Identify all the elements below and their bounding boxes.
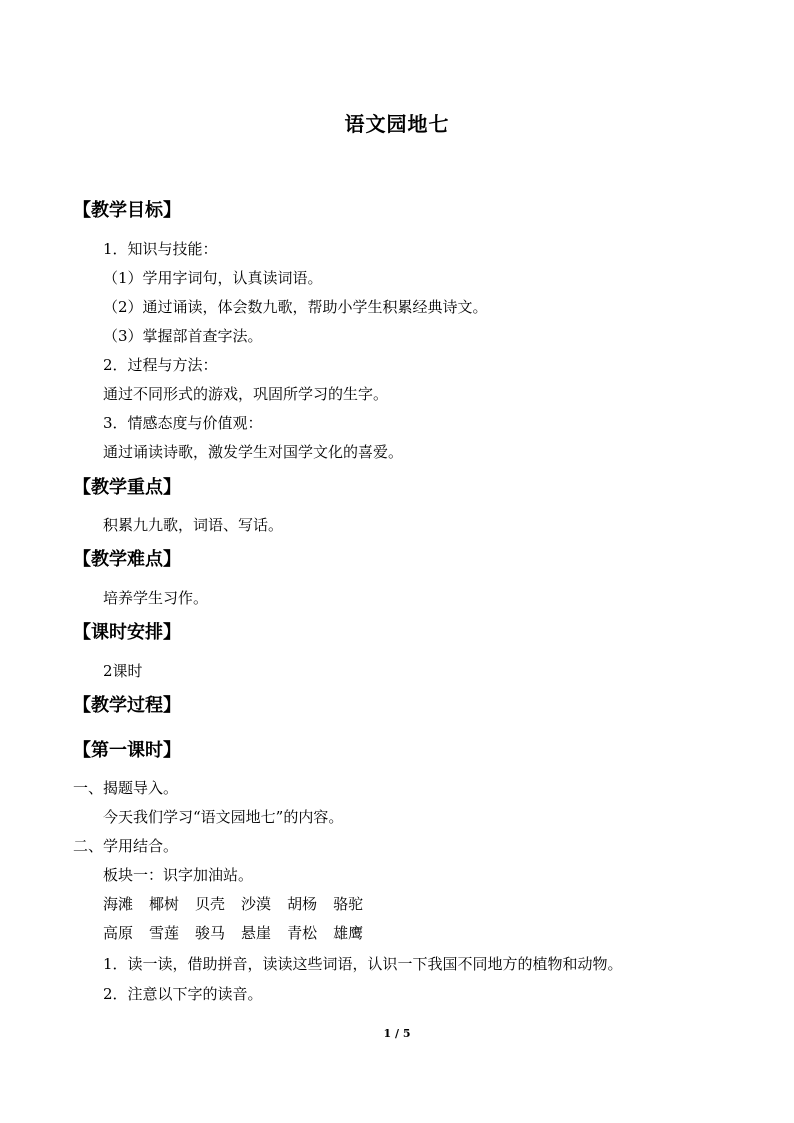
page-title: 语文园地七 bbox=[344, 112, 450, 136]
word-item: 沙漠 bbox=[241, 895, 272, 913]
goal-line: 3．情感态度与价值观： bbox=[103, 414, 263, 432]
key-points-text: 积累九九歌，词语、写话。 bbox=[103, 516, 284, 534]
goal-line: （1）学用字词句，认真读词语。 bbox=[103, 269, 323, 287]
goal-line: 1．知识与技能： bbox=[103, 240, 218, 258]
process-heading: 【教学过程】 bbox=[73, 695, 181, 716]
schedule-text: 2课时 bbox=[103, 662, 143, 680]
goal-line: （3）掌握部首查字法。 bbox=[103, 327, 263, 345]
difficult-points-text: 培养学生习作。 bbox=[103, 589, 209, 607]
word-item: 海滩 bbox=[103, 895, 134, 913]
word-item: 骏马 bbox=[195, 924, 226, 942]
word-item: 悬崖 bbox=[241, 924, 272, 942]
word-list-row-2 bbox=[103, 922, 379, 943]
task-2-text: 2．注意以下字的读音。 bbox=[103, 985, 263, 1003]
goal-line: 2．过程与方法： bbox=[103, 356, 218, 374]
goal-line: （2）通过诵读，体会数九歌，帮助小学生积累经典诗文。 bbox=[103, 298, 488, 316]
difficult-points-heading: 【教学难点】 bbox=[73, 549, 181, 570]
goals-heading: 【教学目标】 bbox=[73, 200, 181, 221]
key-points-heading: 【教学重点】 bbox=[73, 477, 181, 498]
goal-line: 通过不同形式的游戏，巩固所学习的生字。 bbox=[103, 385, 389, 403]
step-2-title: 二、学用结合。 bbox=[73, 837, 179, 855]
word-item: 高原 bbox=[103, 924, 134, 942]
word-item: 骆驼 bbox=[333, 895, 364, 913]
step-1-text: 今天我们学习“语文园地七”的内容。 bbox=[103, 808, 344, 826]
page-number: 1 / 5 bbox=[383, 1027, 411, 1040]
word-item: 胡杨 bbox=[287, 895, 318, 913]
first-lesson-heading: 【第一课时】 bbox=[73, 740, 181, 761]
word-item: 椰树 bbox=[149, 895, 180, 913]
step-1-title: 一、揭题导入。 bbox=[73, 779, 179, 797]
task-1-text: 1．读一读，借助拼音，读读这些词语，认识一下我国不同地方的植物和动物。 bbox=[103, 955, 623, 973]
word-item: 贝壳 bbox=[195, 895, 226, 913]
schedule-heading: 【课时安排】 bbox=[73, 622, 181, 643]
goal-line: 通过诵读诗歌，激发学生对国学文化的喜爱。 bbox=[103, 443, 404, 461]
block-1-title: 板块一：识字加油站。 bbox=[103, 866, 254, 884]
word-item: 雄鹰 bbox=[333, 924, 364, 942]
word-item: 青松 bbox=[287, 924, 318, 942]
word-item: 雪莲 bbox=[149, 924, 180, 942]
word-list-row-1 bbox=[103, 893, 379, 914]
